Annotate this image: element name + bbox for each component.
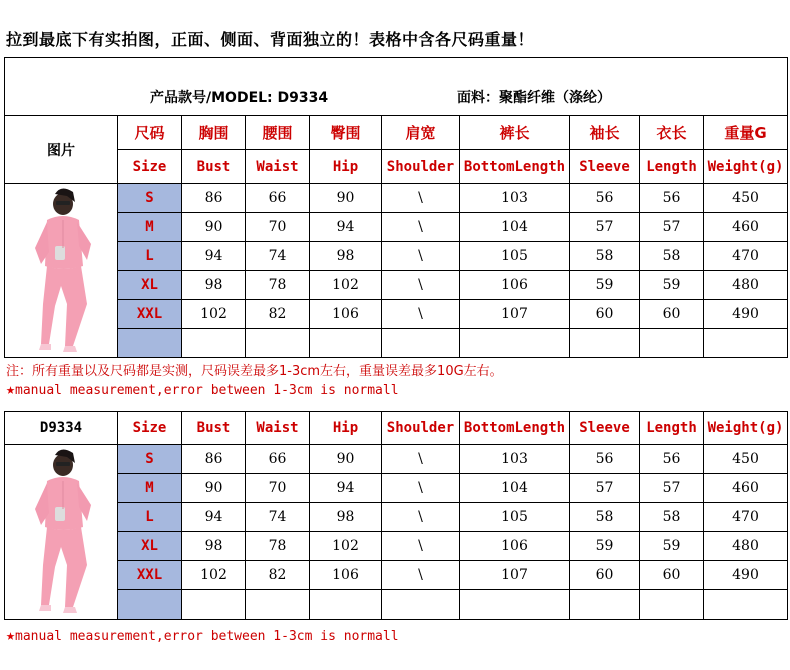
value-cell: 106 [310,561,382,590]
value-cell: 490 [704,561,788,590]
value-cell: 450 [704,184,788,213]
note-text: manual measurement,error between 1-3cm is normall [15,383,399,398]
empty-cell [704,329,788,358]
table-row [5,532,788,561]
value-cell: 56 [570,184,640,213]
value-cell: \ [382,271,460,300]
table-row [5,213,788,242]
value-cell: 105 [460,503,570,532]
value-cell: 98 [182,532,246,561]
table-row [5,474,788,503]
table-row [5,242,788,271]
value-cell: 82 [246,300,310,329]
value-cell: 104 [460,474,570,503]
value-cell: 106 [460,532,570,561]
size-cell: S [118,445,182,474]
value-cell: 102 [310,271,382,300]
value-cell: 90 [182,213,246,242]
value-cell: 60 [570,300,640,329]
empty-cell [640,329,704,358]
value-cell: \ [382,213,460,242]
empty-cell [640,590,704,620]
value-cell: 58 [640,503,704,532]
empty-cell [570,590,640,620]
header-en-1: Size [118,150,182,184]
empty-cell [182,590,246,620]
value-cell: 460 [704,474,788,503]
size-cell: M [118,213,182,242]
value-cell: 56 [640,184,704,213]
value-cell: 74 [246,503,310,532]
value-cell: 460 [704,213,788,242]
value-cell: \ [382,532,460,561]
header-en-4: Hip [310,412,382,445]
table-row [5,300,788,329]
value-cell: 90 [182,474,246,503]
value-cell: 60 [570,561,640,590]
value-cell: 450 [704,445,788,474]
model-number: 产品款号/MODEL: D9334 [150,89,329,106]
size-cell: XXL [118,561,182,590]
header-en-2: Bust [182,150,246,184]
header-cn-5: 肩宽 [382,116,460,150]
fabric-label: 面料：聚酯纤维（涤纶） [457,89,611,106]
value-cell: 490 [704,300,788,329]
header-en-4: Hip [310,150,382,184]
value-cell: \ [382,503,460,532]
value-cell: 98 [310,242,382,271]
table-row [5,503,788,532]
picture-cell [5,445,118,620]
size-cell: XL [118,271,182,300]
value-cell: 57 [640,474,704,503]
value-cell: 86 [182,184,246,213]
value-cell: 107 [460,561,570,590]
value-cell: 470 [704,242,788,271]
value-cell: 57 [640,213,704,242]
value-cell: 105 [460,242,570,271]
header-en-5: Shoulder [382,150,460,184]
value-cell: 70 [246,213,310,242]
value-cell: 59 [640,271,704,300]
header-en-6: BottomLength [460,412,570,445]
size-cell: M [118,474,182,503]
value-cell: 66 [246,184,310,213]
value-cell: 104 [460,213,570,242]
value-cell: \ [382,300,460,329]
header-cn-2: 胸围 [182,116,246,150]
value-cell: 60 [640,561,704,590]
empty-cell [182,329,246,358]
header-en-9: Weight(g) [704,412,788,445]
empty-cell [704,590,788,620]
size-table-1 [4,57,788,358]
model-label: D9334 [5,412,118,445]
value-cell: 480 [704,271,788,300]
header-en-6: BottomLength [460,150,570,184]
value-cell: 82 [246,561,310,590]
value-cell: 103 [460,184,570,213]
value-cell: \ [382,474,460,503]
value-cell: 58 [570,503,640,532]
value-cell: 94 [182,242,246,271]
header-cn-6: 裤长 [460,116,570,150]
note-measurement-en-bottom [6,626,399,644]
empty-cell [460,329,570,358]
header-en-3: Waist [246,412,310,445]
value-cell: 74 [246,242,310,271]
value-cell: 78 [246,532,310,561]
header-cn-1: 尺码 [118,116,182,150]
header-en-8: Length [640,150,704,184]
picture-cell [5,184,118,358]
value-cell: 86 [182,445,246,474]
empty-cell [246,329,310,358]
empty-cell [382,590,460,620]
picture-label: 图片 [5,116,118,184]
value-cell: \ [382,184,460,213]
value-cell: 59 [570,532,640,561]
size-cell: XXL [118,300,182,329]
table-row [5,590,788,620]
table-row [5,329,788,358]
header-en-7: Sleeve [570,412,640,445]
table-row [5,445,788,474]
value-cell: 107 [460,300,570,329]
value-cell: 57 [570,213,640,242]
value-cell: 56 [640,445,704,474]
value-cell: 102 [182,561,246,590]
header-en-8: Length [640,412,704,445]
empty-cell [118,329,182,358]
value-cell: 58 [640,242,704,271]
note-text: manual measurement,error between 1-3cm is normall [15,629,399,644]
value-cell: 103 [460,445,570,474]
value-cell: \ [382,242,460,271]
header-cn-3: 腰围 [246,116,310,150]
value-cell: 56 [570,445,640,474]
star-icon: ★ [6,380,16,398]
model-photo [11,186,111,354]
header-cn-9: 重量G [704,116,788,150]
empty-cell [310,590,382,620]
value-cell: 59 [570,271,640,300]
header-en-3: Waist [246,150,310,184]
value-cell: 480 [704,532,788,561]
header-cn-8: 衣长 [640,116,704,150]
value-cell: 78 [246,271,310,300]
header-en-9: Weight(g) [704,150,788,184]
size-cell: L [118,503,182,532]
value-cell: 102 [310,532,382,561]
value-cell: 70 [246,474,310,503]
top-note: 拉到最底下有实拍图，正面、侧面、背面独立的！表格中含各尺码重量！ [6,30,535,49]
value-cell: 106 [460,271,570,300]
size-cell: XL [118,532,182,561]
value-cell: 98 [182,271,246,300]
value-cell: 59 [640,532,704,561]
header-cn-4: 臀围 [310,116,382,150]
header-en-7: Sleeve [570,150,640,184]
size-cell: L [118,242,182,271]
value-cell: 98 [310,503,382,532]
empty-cell [570,329,640,358]
header-en-5: Shoulder [382,412,460,445]
value-cell: 58 [570,242,640,271]
value-cell: 106 [310,300,382,329]
value-cell: 470 [704,503,788,532]
model-photo [11,447,111,615]
empty-cell [382,329,460,358]
header-en-1: Size [118,412,182,445]
model-row [5,58,788,116]
header-cn-7: 袖长 [570,116,640,150]
table-row [5,561,788,590]
empty-cell [310,329,382,358]
star-icon: ★ [6,626,16,644]
value-cell: 94 [310,474,382,503]
value-cell: 57 [570,474,640,503]
empty-cell [460,590,570,620]
value-cell: 90 [310,184,382,213]
value-cell: 94 [310,213,382,242]
header-en-2: Bust [182,412,246,445]
empty-cell [118,590,182,620]
value-cell: \ [382,445,460,474]
note-measurement-en [6,380,399,398]
value-cell: 90 [310,445,382,474]
note-measurement-cn: 注：所有重量以及尺码都是实测，尺码误差最多1-3cm左右，重量误差最多10G左右。 [6,364,503,379]
value-cell: 102 [182,300,246,329]
size-cell: S [118,184,182,213]
value-cell: 66 [246,445,310,474]
size-table-2 [4,411,788,620]
value-cell: \ [382,561,460,590]
value-cell: 94 [182,503,246,532]
table-row [5,184,788,213]
empty-cell [246,590,310,620]
value-cell: 60 [640,300,704,329]
table-row [5,271,788,300]
